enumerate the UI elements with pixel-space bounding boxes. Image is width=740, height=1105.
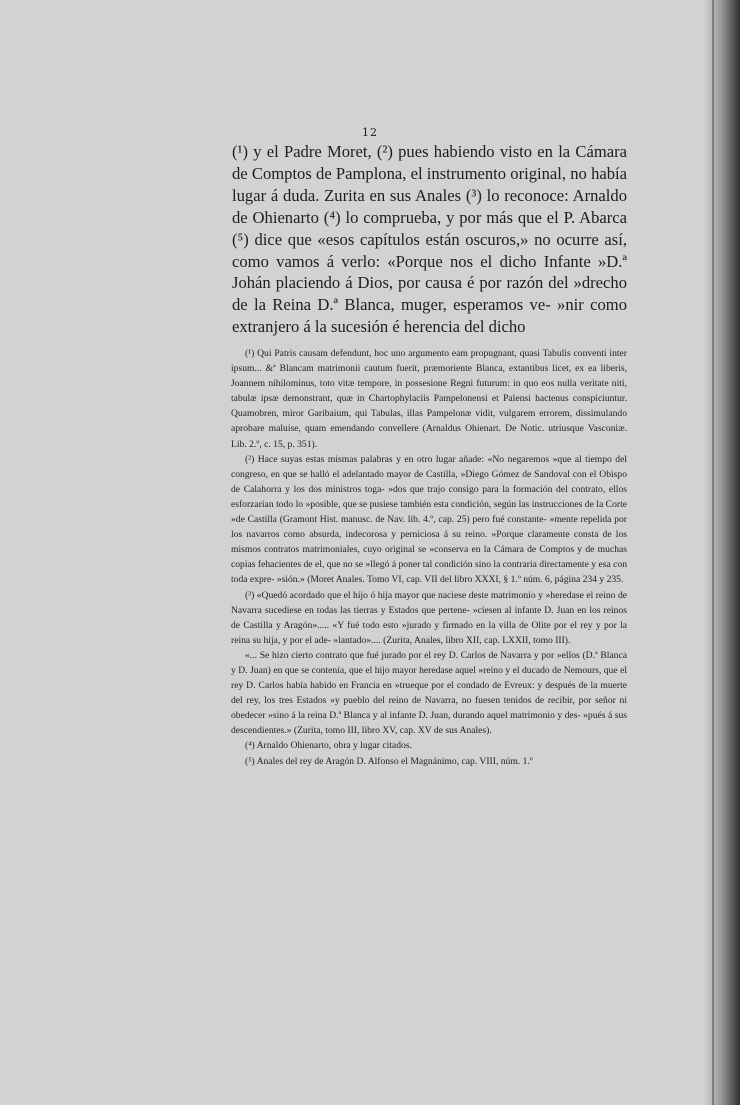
main-paragraph: (¹) y el Padre Moret, (²) pues habiendo visto en la Cámara de Comptos de Pamplona, el instrumento original, no había lugar á duda. Zurita en sus Anales (³) lo reconoce: Arnaldo de Ohienarto (⁴) lo comprueba, y por más que el P. Abarca (⁵) dice que «esos capítulos están oscuros,» no ocurre así, como vamos á verlo: «Porque nos el dicho Infante »D.ª Johán placiendo á Dios, por causa é por razón del »drecho de la Reina D.ª Blanca, muger, esperamos ve- »nir como extranjero á la sucesión é herencia del dicho [232, 142, 627, 337]
footnote-2: (²) Hace suyas estas mismas palabras y en otro lugar añade: «No negaremos »que al tiempo del congreso, en que se halló el adelantado mayor de Castilla, »Diego Gómez de Sandoval con el Obispo de Calahorra y los dos ministros toga- »dos que trajo consigo para la formación del contrato, ellos esforzarían todo lo »posible, que se pusiese también esta condición, según las instrucciones de la Corte »de Castilla (Gramont Hist. manusc. de Nav. lib. 4.º, cap. 25) pero fué constante- »mente repelida por los navarros como absurda, indecorosa y perniciosa á su reino. »Porque claramente consta de los mismos contratos matrimoniales, cuyo original se »conserva en la Cámara de Comptos y de muchas copias fehacientes de el, que no se »llegó á poner tal condición sino la contraria directamente y esa con toda expre- »sión.» (Moret Anales. Tomo VI, cap. VII del libro XXXI, § 1.º núm. 6, página 234 y 235. [231, 453, 627, 586]
footnotes [231, 346, 627, 769]
footnote-1: (¹) Qui Patris causam defendunt, hoc uno argumento eam propugnant, quasi Tabulis conventi inter ipsum... &ª Blancam matrimonii cautum fuerit, præmoriente Blanca, extantibus licet, ex ea liberis, Joannem nihilominus, toto vitæ tempore, in possesione Regni futurum: in quo eos nulla veritate niti, tabulæ ipsæ demonstrant, quæ in Chartophylaciis Pampelonensi et Palensi hactenus conspiciuntur. Quamobren, miror Garibaium, qui Tabulas, illas Pampelonæ vidit, vulgarem errorem, dissimulando aprobare maluise, quam emendando convellere (Arnaldus Ohienart. De Notic. utriusque Vasconiæ. Lib. 2.º, c. 15, p. 351). [231, 348, 627, 450]
footnote-3-continuation: «... Se hizo cierto contrato que fué jurado por el rey D. Carlos de Navarra y por »ellos (D.ª Blanca y D. Juan) en que se contenía, que el hijo mayor heredase aquel »reino y el ducado de Nemours, que el rey D. Carlos había habido en Francia en »trueque por el condado de Evreux: y después de la muerte del rey, los tres Estados »y pueblo del reino de Navarra, no fuesen tenidos de recibir, por señor ni obedecer »sino á la reina D.ª Blanca y al infante D. Juan, durando aquel matrimonio y des- »pués á sus descendientes.» (Zurita, tomo III, libro XV, cap. XV de sus Anales). [231, 649, 627, 737]
footnote-4: (⁴) Arnaldo Ohienarto, obra y lugar citados. [245, 740, 412, 752]
page-number: 12 [362, 126, 378, 139]
main-text [232, 141, 627, 338]
footnote-3: (³) «Quedó acordado que el hijo ó hija mayor que naciese deste matrimonio y »heredase el reino de Navarra sucediese en todas las tierras y Estados que pertene- »cíesen al infante D. Juan en los reinos de Castilla y Aragón»..... «Y fué todo esto »jurado y firmado en la villa de Olite por el rey y por la reina su hija, y por el ade- »lantado».... (Zurita, Anales, libro XII, cap. LXXII, tomo III). [231, 589, 627, 646]
footnote-5: (⁵) Anales del rey de Aragón D. Alfonso el Magnánimo, cap. VIII, núm. 1.º [245, 755, 533, 767]
page-edge-shadow [704, 0, 740, 1105]
